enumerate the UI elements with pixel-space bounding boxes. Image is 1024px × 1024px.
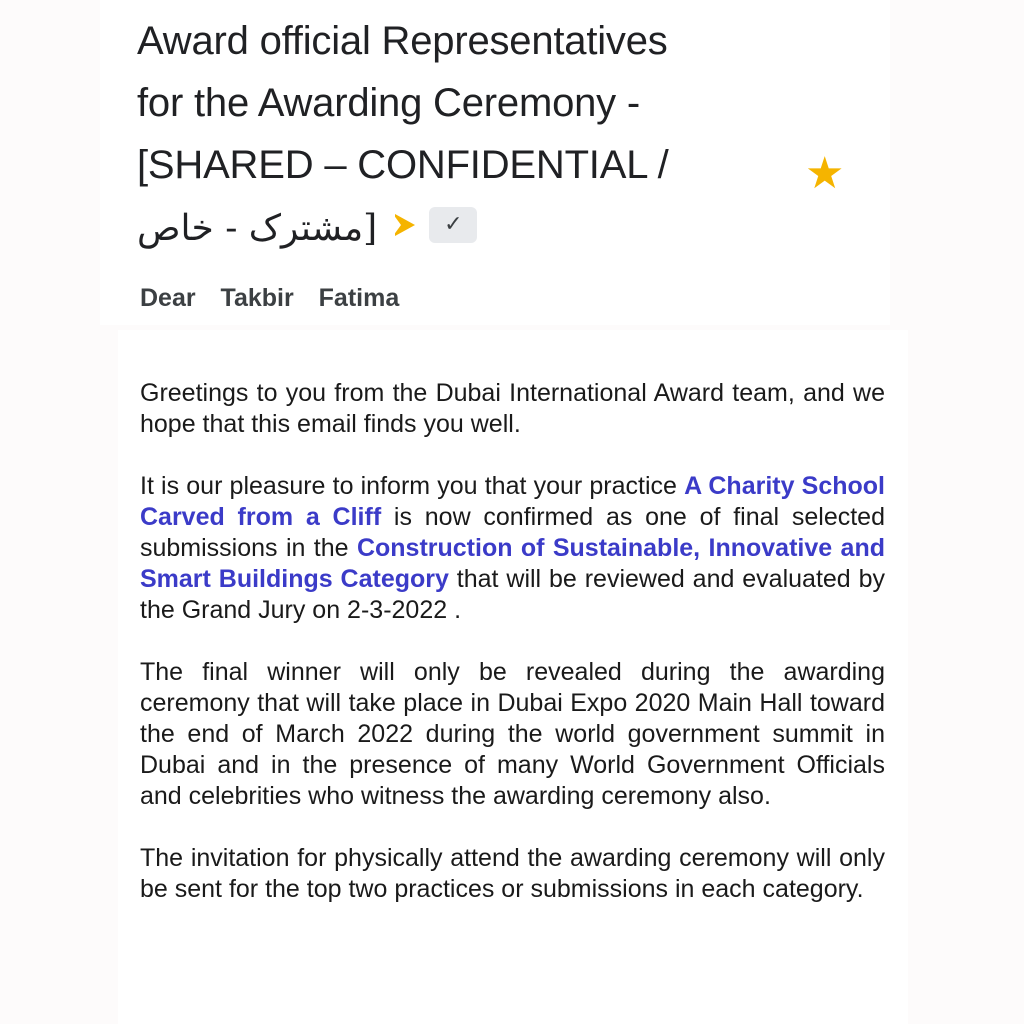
paragraph-confirmation-part-3: that will be reviewed and evaluated by the Grand Jury on 2-3-2022 . xyxy=(140,565,885,624)
paragraph-invitation: The invitation for physically attend the awarding ceremony will only be sent for the top two practices or submissions in each category. xyxy=(140,844,885,903)
greeting xyxy=(140,284,399,313)
recipient-name: Takbir Fatima xyxy=(220,284,400,312)
star-icon[interactable]: ★ xyxy=(805,148,845,199)
paragraph-confirmation-part-2: is now confirmed as one of final selected submissions in the xyxy=(140,503,885,562)
subject-line-1: Award official Representatives xyxy=(137,19,668,63)
practice-name: A Charity School Carved from a Cliff xyxy=(140,472,885,531)
label-check-icon[interactable]: ✓ xyxy=(429,207,477,243)
email-body xyxy=(140,378,885,936)
paragraph-ceremony: The final winner will only be revealed during the awarding ceremony that will take place in Dubai Expo 2020 Main Hall toward the end of March 2022 during the world government summit in Dubai and in the presence of many World Government Officials and celebrities who witness the awarding ceremony also. xyxy=(140,658,885,810)
email-subject xyxy=(137,10,777,260)
importance-marker-icon[interactable] xyxy=(395,214,415,236)
subject-line-3: [SHARED – CONFIDENTIAL / xyxy=(137,143,669,187)
subject-line-2: for the Awarding Ceremony - xyxy=(137,81,640,125)
paragraph-confirmation xyxy=(140,471,885,626)
subject-line-4 xyxy=(137,196,777,260)
category-name: Construction of Sustainable, Innovative and Smart Buildings Category xyxy=(140,534,885,593)
paragraph-greeting: Greetings to you from the Dubai International Award team, and we hope that this email finds you well. xyxy=(140,379,885,438)
paragraph-confirmation-part-1: It is our pleasure to inform you that your practice xyxy=(140,472,685,500)
salutation: Dear xyxy=(140,284,196,312)
subject-urdu-text: مشترک - خاص] xyxy=(137,208,378,249)
